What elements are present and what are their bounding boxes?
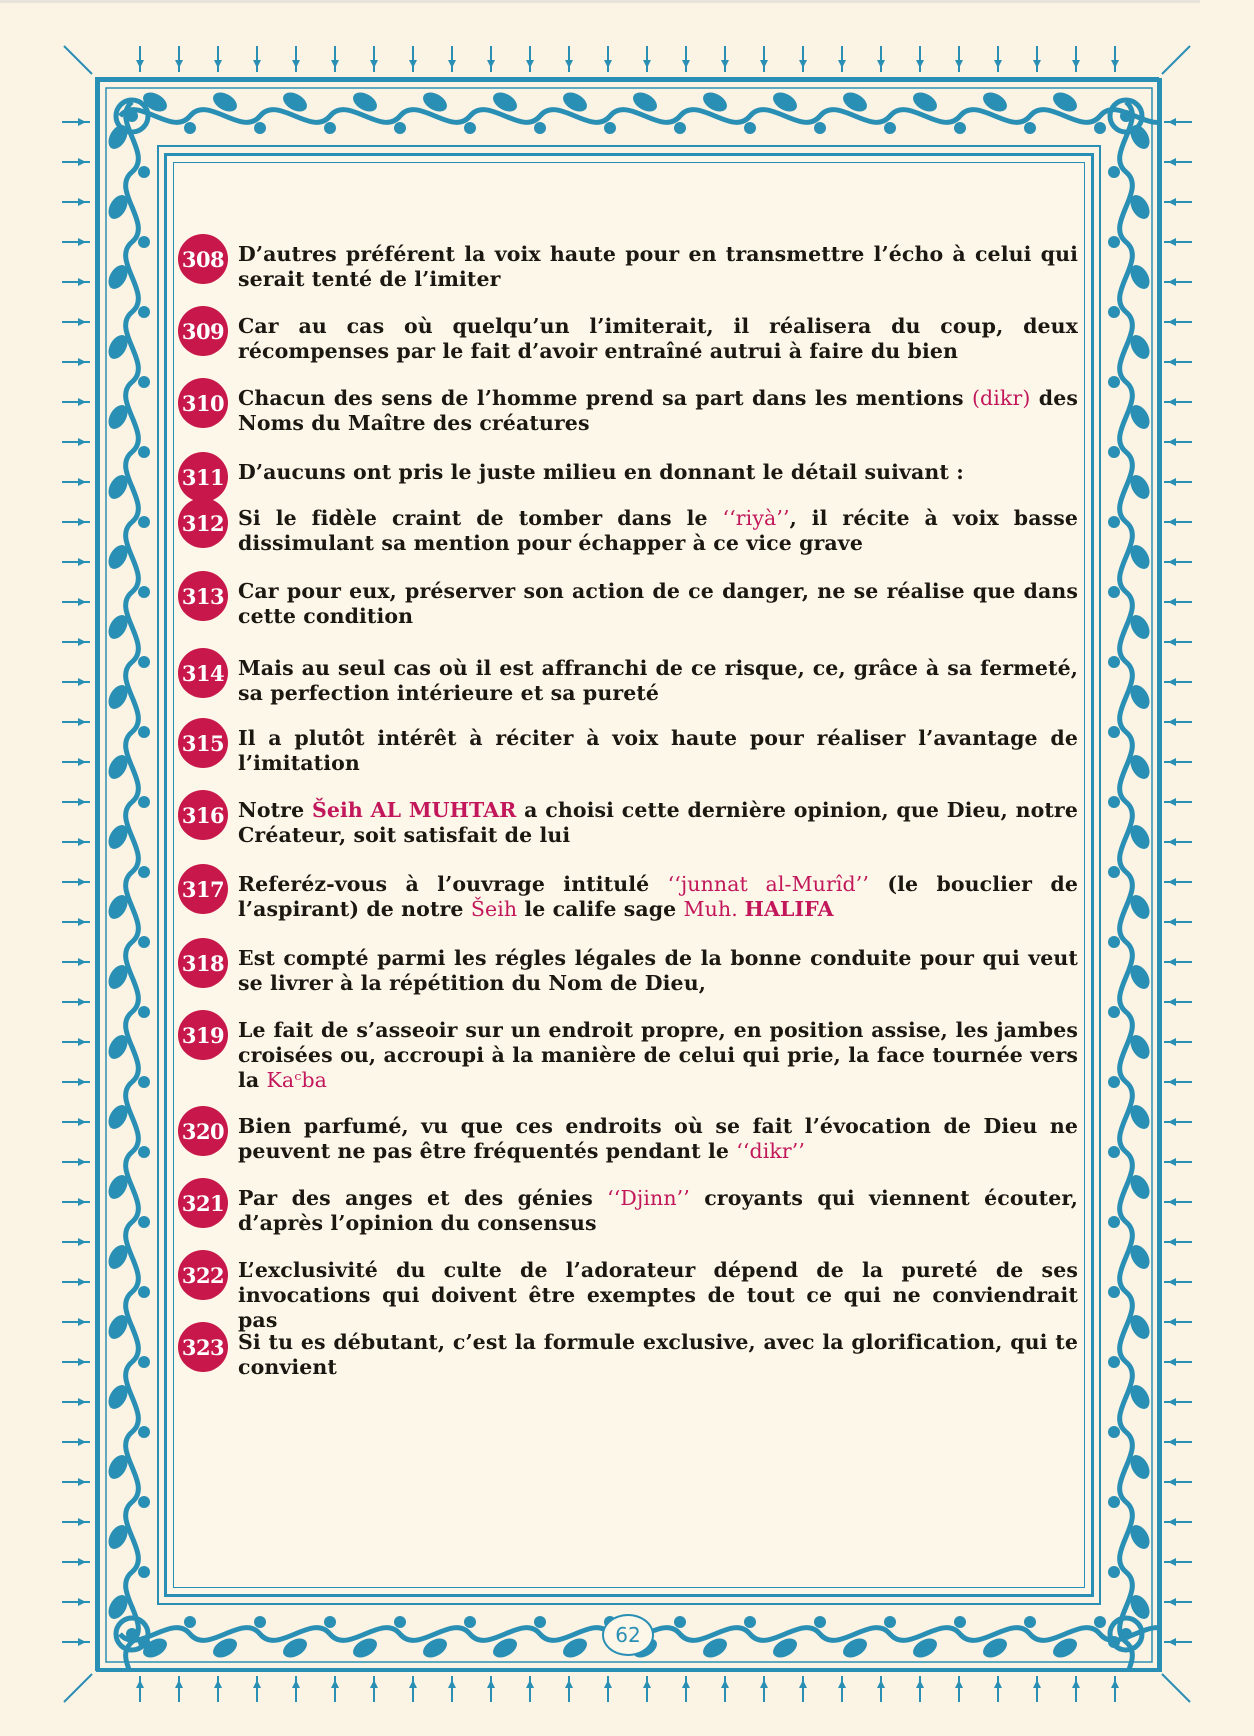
verse-text xyxy=(238,1186,1078,1236)
verse-number-badge: 322 xyxy=(178,1250,228,1300)
highlighted-term: Šeih xyxy=(470,897,518,921)
highlighted-term: ‘‘dikr’’ xyxy=(736,1139,806,1163)
text-run: Le fait de s’asseoir sur un endroit propre, en position assise, les jambes croisées ou, accroupi à la manière de celui qui prie, la face tournée vers la xyxy=(238,1018,1078,1092)
verse-text xyxy=(238,579,1078,629)
text-run: croyants qui viennent écouter, d’après l’opinion du consensus xyxy=(238,1186,1078,1235)
highlighted-term: Šeih AL MUHTAR xyxy=(311,798,517,822)
verse-entry xyxy=(178,579,1078,629)
verse-number-badge: 321 xyxy=(178,1178,228,1228)
verse-number-badge: 319 xyxy=(178,1010,228,1060)
verse-text xyxy=(238,314,1078,364)
verse-text xyxy=(238,242,1078,292)
text-run: des Noms du Maître des créatures xyxy=(238,386,1078,435)
text-run: Car pour eux, préserver son action de ce danger, ne se réalise que dans cette condition xyxy=(238,579,1078,628)
verse-number-badge: 313 xyxy=(178,571,228,621)
text-run: Chacun des sens de l’homme prend sa part dans les mentions xyxy=(238,386,972,410)
verse-entry xyxy=(178,798,1078,848)
verse-entry xyxy=(178,656,1078,706)
text-run: (le bouclier de l’aspirant) de notre xyxy=(238,872,1078,921)
verse-number-badge: 318 xyxy=(178,938,228,988)
verse-entry xyxy=(178,872,1078,922)
verse-number-badge: 311 xyxy=(178,452,228,502)
highlighted-term: HALIFA xyxy=(744,897,834,921)
verse-number-badge: 308 xyxy=(178,234,228,284)
verse-entry xyxy=(178,946,1078,996)
verse-number-badge: 320 xyxy=(178,1106,228,1156)
verse-entry xyxy=(178,1186,1078,1236)
text-run: Bien parfumé, vu que ces endroits où se fait l’évocation de Dieu ne peuvent ne pas être fréquentés pendant le xyxy=(238,1114,1078,1163)
verse-entry xyxy=(178,386,1078,436)
verse-number-badge: 315 xyxy=(178,718,228,768)
text-run: Mais au seul cas où il est affranchi de ce risque, ce, grâce à sa fermeté, sa perfection intérieure et sa pureté xyxy=(238,656,1078,705)
text-run: Si le fidèle craint de tomber dans le xyxy=(238,506,723,530)
verse-text xyxy=(238,1114,1078,1164)
highlighted-term: ‘‘Djinn’’ xyxy=(607,1186,690,1210)
text-run: D’aucuns ont pris le juste milieu en donnant le détail suivant : xyxy=(238,460,964,484)
verse-number-badge: 312 xyxy=(178,498,228,548)
verse-text xyxy=(238,656,1078,706)
highlighted-term: Muh. xyxy=(683,897,745,921)
top-rule xyxy=(0,0,1200,3)
text-run: D’autres préférent la voix haute pour en transmettre l’écho à celui qui serait tenté de l’imiter xyxy=(238,242,1078,291)
verse-text xyxy=(238,506,1078,556)
verse-text xyxy=(238,726,1078,776)
verse-entry xyxy=(178,242,1078,292)
verse-entry xyxy=(178,1330,1078,1380)
highlighted-term: Kaᶜba xyxy=(266,1068,327,1092)
verse-number-badge: 323 xyxy=(178,1322,228,1372)
text-run: Notre xyxy=(238,798,312,822)
verse-number-badge: 317 xyxy=(178,864,228,914)
verse-entry xyxy=(178,1258,1078,1333)
text-run: Si tu es débutant, c’est la formule exclusive, avec la glorification, qui te convient xyxy=(238,1330,1078,1379)
verse-entry xyxy=(178,506,1078,556)
verse-number-badge: 314 xyxy=(178,648,228,698)
verse-text xyxy=(238,798,1078,848)
verse-entry xyxy=(178,314,1078,364)
highlighted-term: ‘‘riyà’’ xyxy=(722,506,790,530)
verse-text xyxy=(238,1258,1078,1333)
page-number: 62 xyxy=(602,1614,654,1656)
verse-number-badge: 309 xyxy=(178,306,228,356)
verse-text xyxy=(238,1018,1078,1093)
verse-number-badge: 310 xyxy=(178,378,228,428)
verse-text xyxy=(238,872,1078,922)
text-run: L’exclusivité du culte de l’adorateur dépend de la pureté de ses invocations qui doivent être exemptes de tout ce qui ne conviendrait pas xyxy=(238,1258,1078,1332)
verse-text xyxy=(238,460,1078,485)
text-run: Est compté parmi les régles légales de la bonne conduite pour qui veut se livrer à la répétition du Nom de Dieu, xyxy=(238,946,1078,995)
verse-entry xyxy=(178,460,1078,502)
highlighted-term: (dikr) xyxy=(971,386,1031,410)
verse-text xyxy=(238,386,1078,436)
text-run: le calife sage xyxy=(517,897,684,921)
highlighted-term: ‘‘junnat al-Murîd’’ xyxy=(667,872,869,896)
text-run: Par des anges et des génies xyxy=(238,1186,608,1210)
verse-text xyxy=(238,946,1078,996)
text-run: Car au cas où quelqu’un l’imiterait, il réalisera du coup, deux récompenses par le fait d’avoir entraîné autrui à faire du bien xyxy=(238,314,1078,363)
verse-entry xyxy=(178,726,1078,776)
text-run: a choisi cette dernière opinion, que Dieu, notre Créateur, soit satisfait de lui xyxy=(238,798,1078,847)
text-run: Il a plutôt intérêt à réciter à voix haute pour réaliser l’avantage de l’imitation xyxy=(238,726,1078,775)
verse-number-badge: 316 xyxy=(178,790,228,840)
text-run: , il récite à voix basse dissimulant sa mention pour échapper à ce vice grave xyxy=(238,506,1078,555)
verse-entry xyxy=(178,1114,1078,1164)
verse-entry xyxy=(178,1018,1078,1093)
text-run: Referéz-vous à l’ouvrage intitulé xyxy=(238,872,668,896)
verse-text xyxy=(238,1330,1078,1380)
